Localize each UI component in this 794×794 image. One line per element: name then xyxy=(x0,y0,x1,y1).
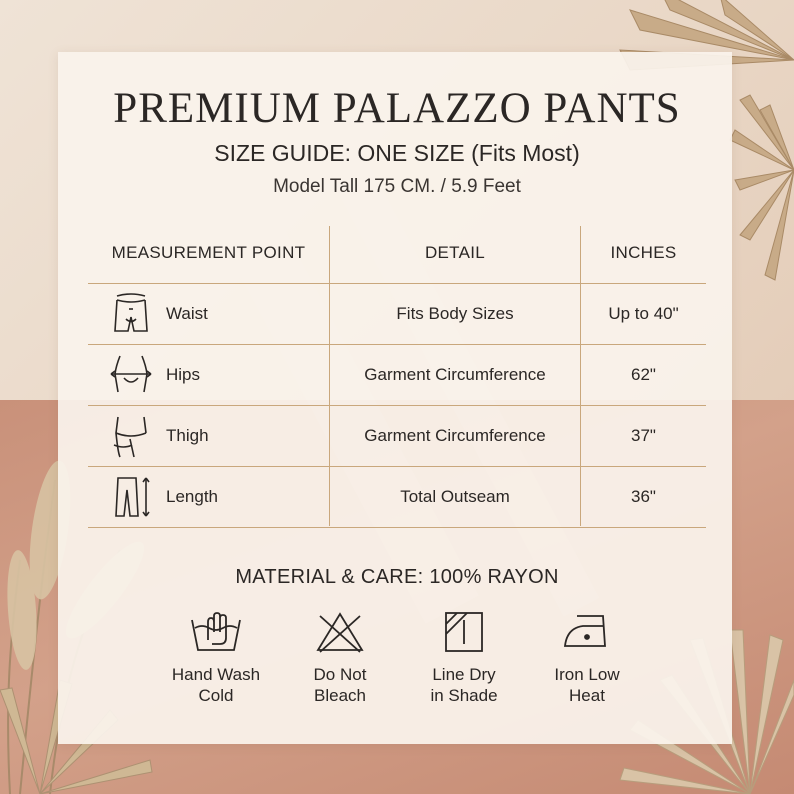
care-item-line-dry-shade xyxy=(404,610,524,706)
thigh-icon xyxy=(108,413,154,459)
care-item-iron-low xyxy=(527,610,647,706)
row-detail-length: Total Outseam xyxy=(400,487,510,506)
row-detail-waist: Fits Body Sizes xyxy=(396,304,514,323)
hand-wash-icon xyxy=(190,610,242,654)
care-item-hand-wash xyxy=(156,610,276,706)
care-label-iron-low: Iron Low Heat xyxy=(554,665,620,705)
row-detail-thigh: Garment Circumference xyxy=(364,426,546,445)
page-title: PREMIUM PALAZZO PANTS xyxy=(113,85,681,132)
hips-icon xyxy=(108,352,154,398)
row-inches-hips: 62" xyxy=(631,365,656,384)
row-inches-thigh: 37" xyxy=(631,426,656,445)
care-label-line-dry-shade: Line Dry in Shade xyxy=(430,665,498,705)
iron-low-icon xyxy=(561,610,613,654)
care-label-hand-wash: Hand Wash Cold xyxy=(171,665,261,705)
row-inches-waist: Up to 40" xyxy=(608,304,679,323)
row-inches-length: 36" xyxy=(631,487,656,506)
row-label-waist: Waist xyxy=(166,304,208,323)
row-label-thigh: Thigh xyxy=(166,426,209,445)
model-height-info: Model Tall 175 CM. / 5.9 Feet xyxy=(273,176,521,197)
length-icon xyxy=(108,474,154,520)
column-header-measurement-point: MEASUREMENT POINT xyxy=(111,243,306,262)
material-care-title: MATERIAL & CARE: 100% RAYON xyxy=(235,566,559,588)
care-label-do-not-bleach: Do Not Bleach xyxy=(313,665,367,705)
care-item-do-not-bleach xyxy=(280,610,400,706)
row-label-length: Length xyxy=(166,487,218,506)
column-header-detail: DETAIL xyxy=(424,243,486,262)
row-label-hips: Hips xyxy=(166,365,201,384)
row-detail-hips: Garment Circumference xyxy=(364,365,546,384)
table-divider xyxy=(88,527,706,528)
do-not-bleach-icon xyxy=(314,610,366,654)
column-header-inches: INCHES xyxy=(610,243,677,262)
line-dry-shade-icon xyxy=(438,610,490,654)
size-guide-subtitle: SIZE GUIDE: ONE SIZE (Fits Most) xyxy=(214,140,580,166)
waist-icon xyxy=(108,291,154,337)
